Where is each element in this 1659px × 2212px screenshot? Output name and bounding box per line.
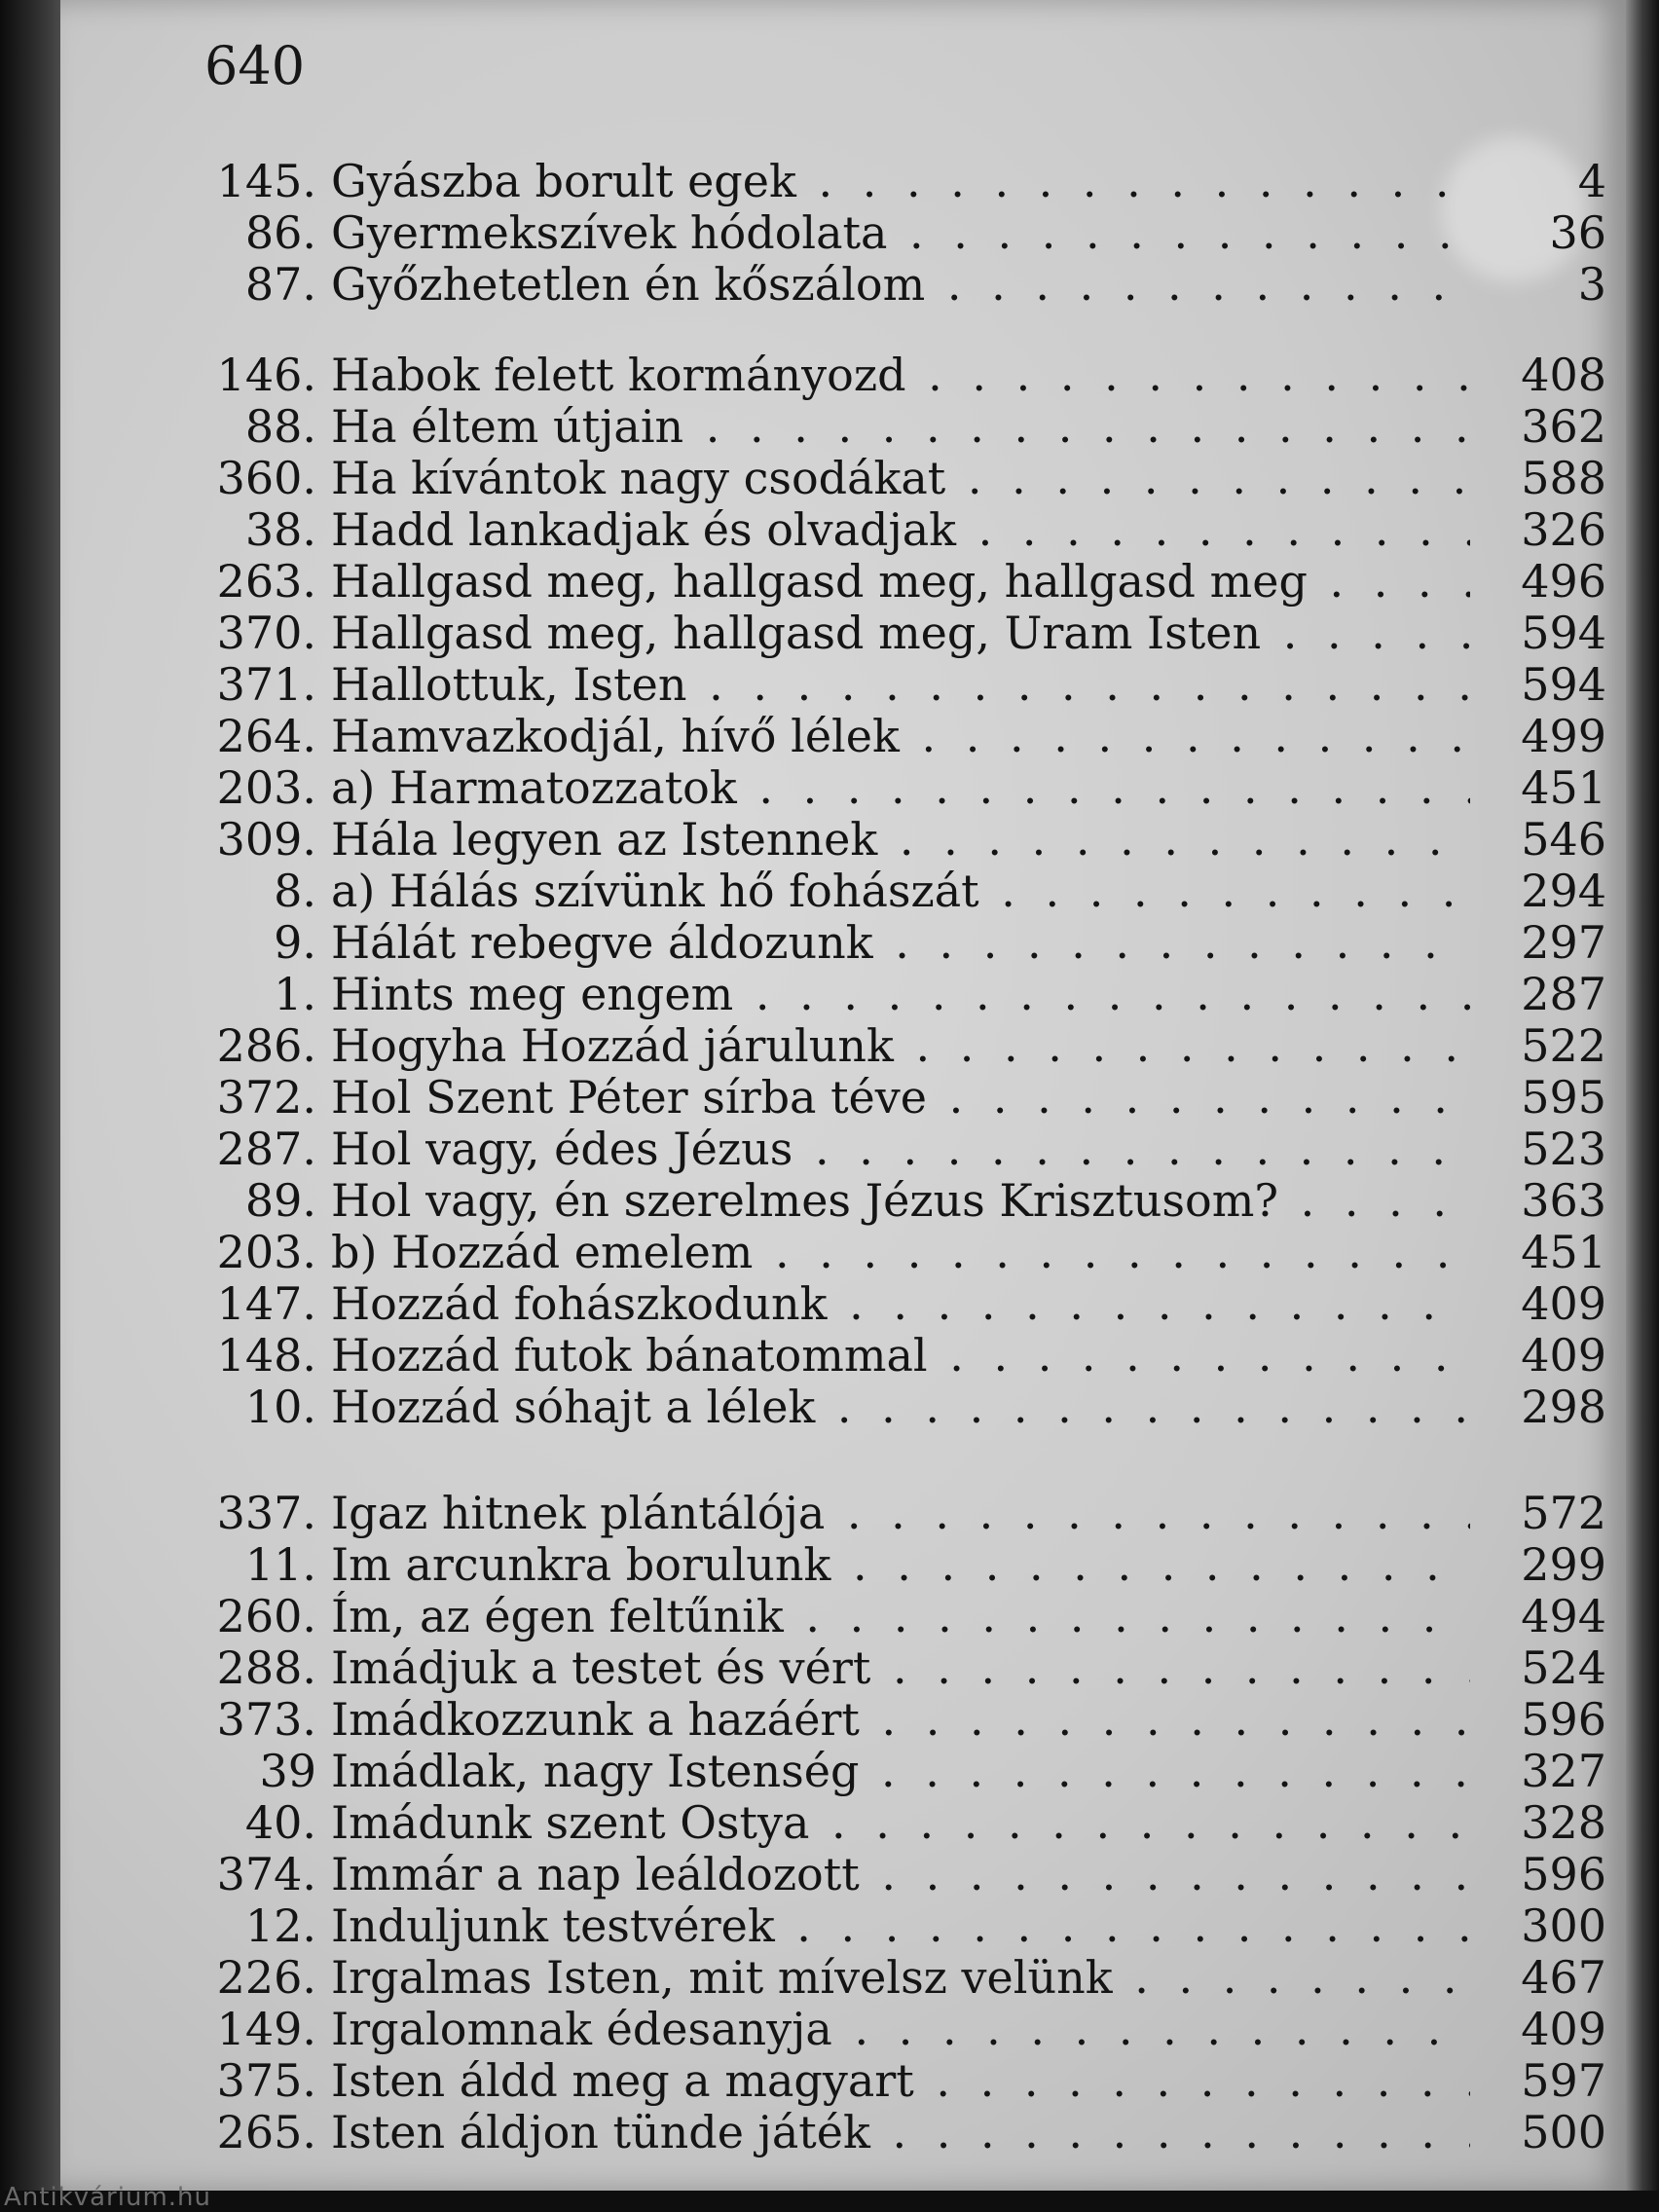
- hymn-title: Gyermekszívek hódolata . . .: [331, 207, 1470, 259]
- hymn-title: Imádlak, nagy Istenség . . .: [331, 1746, 1470, 1797]
- hymn-number: 39: [259, 1745, 316, 1797]
- hymn-number: 309.: [216, 813, 316, 866]
- hymn-title: Irgalmas Isten, mit mívelsz velünk . . .: [331, 1952, 1470, 2004]
- page-number: 640: [204, 35, 306, 96]
- page-reference: 499: [1521, 710, 1606, 762]
- page-reference: 298: [1521, 1381, 1606, 1433]
- index-entry: [195, 1746, 1606, 1797]
- hymn-title: Hints meg engem . . .: [331, 969, 1470, 1020]
- page-reference: 588: [1521, 452, 1606, 504]
- index-entry: [195, 1642, 1606, 1694]
- index-entry: [195, 1797, 1606, 1849]
- hymn-number: 360.: [216, 452, 316, 504]
- hymn-number: 373.: [216, 1693, 316, 1746]
- hymn-title: Gyászba borult egek . . .: [331, 156, 1470, 207]
- hymn-title: Hozzád fohászkodunk . . .: [331, 1278, 1470, 1330]
- hymn-number: 149.: [216, 2003, 316, 2055]
- hymn-title: Im arcunkra borulunk . . .: [331, 1539, 1470, 1591]
- page-reference: 522: [1521, 1019, 1606, 1072]
- book-spine-shadow: [0, 0, 60, 2212]
- index-entry: [195, 1952, 1606, 2004]
- index-entry: [195, 2055, 1606, 2107]
- index-entry: [195, 917, 1606, 969]
- watermark: Antikvárium.hu: [4, 2183, 211, 2212]
- hymn-title: Hozzád futok bánatommal . . .: [331, 1330, 1470, 1382]
- index-entry: [195, 608, 1606, 659]
- page-reference: 328: [1521, 1796, 1606, 1849]
- index-entry: [195, 1227, 1606, 1278]
- page-reference: 596: [1521, 1848, 1606, 1900]
- hymn-title: Hozzád sóhajt a lélek . . .: [331, 1382, 1470, 1433]
- section-gap: [195, 311, 1606, 350]
- hymn-title: Hol vagy, én szerelmes Jézus Krisztusom? . . .: [331, 1175, 1470, 1227]
- hymn-title: Immár a nap leáldozott . . .: [331, 1849, 1470, 1900]
- index-entry: [195, 2004, 1606, 2055]
- index-entry: [195, 2107, 1606, 2158]
- hymn-title: Hála legyen az Istennek . . .: [331, 814, 1470, 866]
- page-reference: 297: [1521, 916, 1606, 969]
- index-entry: [195, 1539, 1606, 1591]
- hymn-title: Hallgasd meg, hallgasd meg, hallgasd meg . . .: [331, 556, 1470, 608]
- section-gap: [195, 1433, 1606, 1488]
- hymn-number: 337.: [216, 1487, 316, 1539]
- index-entry: [195, 659, 1606, 711]
- page-edge-shadow: [1626, 0, 1659, 2212]
- hymn-number: 88.: [244, 400, 316, 453]
- page-reference: 572: [1521, 1487, 1606, 1539]
- index-entry: [195, 259, 1606, 311]
- page-reference: 327: [1521, 1745, 1606, 1797]
- index-entry: [195, 1382, 1606, 1433]
- page-reference: 594: [1521, 658, 1606, 711]
- page-reference: 287: [1521, 968, 1606, 1020]
- hymn-index-list: [195, 156, 1606, 2158]
- index-entry: [195, 1694, 1606, 1746]
- index-entry: [195, 1124, 1606, 1175]
- hymn-title: Hamvazkodjál, hívő lélek . . .: [331, 711, 1470, 762]
- index-entry: [195, 1330, 1606, 1382]
- page-reference: 409: [1521, 1329, 1606, 1382]
- hymn-title: Irgalomnak édesanyja . . .: [331, 2004, 1470, 2055]
- page-reference: 524: [1521, 1641, 1606, 1694]
- index-entry: [195, 207, 1606, 259]
- index-entry: [195, 156, 1606, 207]
- hymn-title: b) Hozzád emelem . . .: [331, 1227, 1470, 1278]
- hymn-number: 147.: [216, 1277, 316, 1330]
- hymn-title: Ha éltem útjain . . .: [331, 401, 1470, 453]
- page-reference: 4: [1577, 155, 1606, 207]
- hymn-title: Igaz hitnek plántálója . . .: [331, 1488, 1470, 1539]
- hymn-number: 265.: [216, 2106, 316, 2158]
- hymn-title: Győzhetetlen én kőszálom . . .: [331, 259, 1470, 311]
- page-reference: 408: [1521, 349, 1606, 401]
- page-reference: 494: [1521, 1590, 1606, 1642]
- hymn-number: 86.: [244, 206, 316, 259]
- hymn-number: 11.: [244, 1538, 316, 1591]
- index-entry: [195, 556, 1606, 608]
- index-entry: [195, 453, 1606, 504]
- page-reference: 363: [1521, 1174, 1606, 1227]
- hymn-number: 12.: [244, 1899, 316, 1952]
- hymn-number: 40.: [244, 1796, 316, 1849]
- index-entry: [195, 814, 1606, 866]
- page-reference: 326: [1521, 503, 1606, 556]
- hymn-number: 145.: [216, 155, 316, 207]
- page-reference: 500: [1521, 2106, 1606, 2158]
- page-reference: 409: [1521, 1277, 1606, 1330]
- hymn-title: Isten áldjon tünde játék . . .: [331, 2107, 1470, 2158]
- hymn-number: 371.: [216, 658, 316, 711]
- hymn-title: Hallottuk, Isten . . .: [331, 659, 1470, 711]
- page-reference: 594: [1521, 607, 1606, 659]
- page-reference: 467: [1521, 1951, 1606, 2004]
- page-reference: 597: [1521, 2054, 1606, 2107]
- hymn-number: 203.: [216, 761, 316, 814]
- index-entry: [195, 1020, 1606, 1072]
- page-reference: 596: [1521, 1693, 1606, 1746]
- hymn-title: Ím, az égen feltűnik . . .: [331, 1591, 1470, 1642]
- page-reference: 496: [1521, 555, 1606, 608]
- hymn-number: 146.: [216, 349, 316, 401]
- hymn-title: Habok felett kormányozd . . .: [331, 350, 1470, 401]
- hymn-number: 263.: [216, 555, 316, 608]
- hymn-title: Imádjuk a testet és vért . . .: [331, 1642, 1470, 1694]
- page-reference: 451: [1521, 761, 1606, 814]
- page-reference: 294: [1521, 865, 1606, 917]
- index-entry: [195, 866, 1606, 917]
- hymn-title: Imádunk szent Ostya . . .: [331, 1797, 1470, 1849]
- index-entry: [195, 711, 1606, 762]
- hymn-number: 148.: [216, 1329, 316, 1382]
- hymn-title: a) Harmatozzatok . . .: [331, 762, 1470, 814]
- hymn-title: a) Hálás szívünk hő fohászát . . .: [331, 866, 1470, 917]
- page-reference: 409: [1521, 2003, 1606, 2055]
- page-reference: 546: [1521, 813, 1606, 866]
- index-entry: [195, 1175, 1606, 1227]
- hymn-title: Induljunk testvérek . . .: [331, 1900, 1470, 1952]
- index-entry: [195, 1072, 1606, 1124]
- page-reference: 3: [1577, 258, 1606, 311]
- index-entry: [195, 1278, 1606, 1330]
- index-entry: [195, 969, 1606, 1020]
- hymn-title: Isten áldd meg a magyart . . .: [331, 2055, 1470, 2107]
- index-entry: [195, 401, 1606, 453]
- hymn-number: 288.: [216, 1641, 316, 1694]
- hymn-number: 226.: [216, 1951, 316, 2004]
- hymn-title: Hol vagy, édes Jézus . . .: [331, 1124, 1470, 1175]
- hymn-title: Hálát rebegve áldozunk . . .: [331, 917, 1470, 969]
- hymn-title: Hol Szent Péter sírba téve . . .: [331, 1072, 1470, 1124]
- hymn-number: 38.: [244, 503, 316, 556]
- index-entry: [195, 762, 1606, 814]
- index-entry: [195, 1488, 1606, 1539]
- hymn-number: 89.: [244, 1174, 316, 1227]
- hymn-title: Hogyha Hozzád járulunk . . .: [331, 1020, 1470, 1072]
- hymn-number: 287.: [216, 1123, 316, 1175]
- hymn-number: 264.: [216, 710, 316, 762]
- bottom-strip: [0, 2191, 1659, 2212]
- hymn-number: 9.: [274, 916, 316, 969]
- page-reference: 300: [1521, 1899, 1606, 1952]
- hymn-number: 1.: [274, 968, 316, 1020]
- index-entry: [195, 504, 1606, 556]
- hymn-title: Imádkozzunk a hazáért . . .: [331, 1694, 1470, 1746]
- index-entry: [195, 1591, 1606, 1642]
- page-reference: 595: [1521, 1071, 1606, 1124]
- hymn-number: 372.: [216, 1071, 316, 1124]
- page-reference: 523: [1521, 1123, 1606, 1175]
- page-reference: 451: [1521, 1226, 1606, 1278]
- hymn-number: 87.: [244, 258, 316, 311]
- page-reference: 299: [1521, 1538, 1606, 1591]
- hymn-number: 10.: [244, 1381, 316, 1433]
- hymn-number: 370.: [216, 607, 316, 659]
- hymn-number: 286.: [216, 1019, 316, 1072]
- page-reference: 362: [1521, 400, 1606, 453]
- index-entry: [195, 350, 1606, 401]
- hymn-number: 375.: [216, 2054, 316, 2107]
- hymn-title: Hallgasd meg, hallgasd meg, Uram Isten . . .: [331, 608, 1470, 659]
- hymn-number: 374.: [216, 1848, 316, 1900]
- hymn-title: Hadd lankadjak és olvadjak . . .: [331, 504, 1470, 556]
- hymn-title: Ha kívántok nagy csodákat . . .: [331, 453, 1470, 504]
- page-reference: 36: [1549, 206, 1606, 259]
- hymn-number: 260.: [216, 1590, 316, 1642]
- index-entry: [195, 1849, 1606, 1900]
- index-entry: [195, 1900, 1606, 1952]
- hymn-number: 203.: [216, 1226, 316, 1278]
- hymn-number: 8.: [274, 865, 316, 917]
